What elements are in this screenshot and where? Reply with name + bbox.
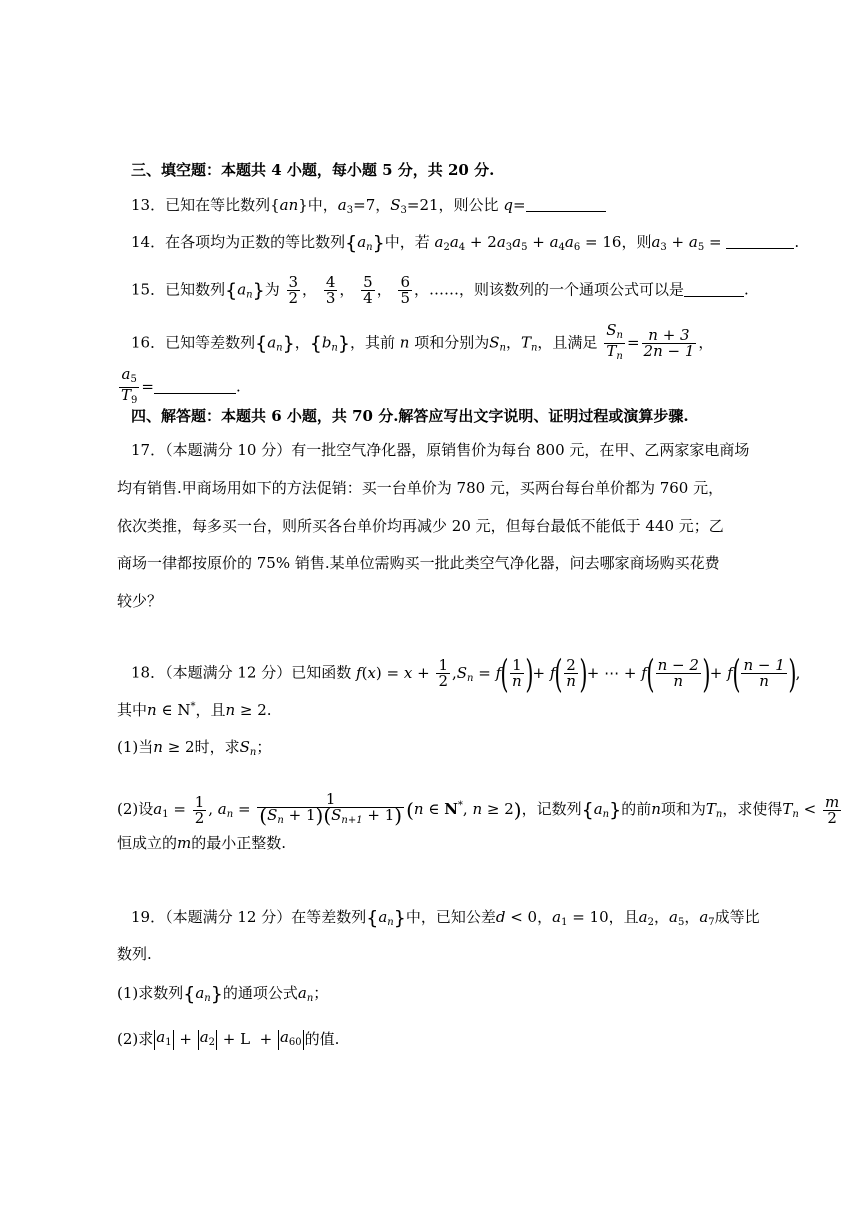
q16-ratio-lhs: $\frac{S_n}{T_n}$: [606, 321, 623, 362]
q13-text-2: }中，: [298, 196, 338, 214]
question-16-line-2: $\frac{a_5}{T_9}$ = .: [121, 365, 241, 406]
q14-text-2: 中，若: [384, 233, 430, 251]
question-17-line-4: 商场一律都按原价的 75% 销售.某单位需购买一批此类空气净化器，问去哪家商场购买花费: [117, 554, 720, 572]
question-15: 15．已知数列$\{a_n\}$为 $\frac{3}{2}$ ， $\frac{4}{3}$ ， $\frac{5}{4}$ ， $\frac{6}{5}$ ，……，则该数列的一个通项公式可以是 .: [131, 273, 749, 307]
q15-fraction-3: $\frac{5}{4}$: [363, 273, 373, 307]
q14-answer-blank[interactable]: [726, 234, 794, 249]
question-18-line-1: 18．（本题满分 12 分）已知函数 f(x) = x + $\frac{1}{2}$ $,S_n = f$( $\frac{1}{n}$ )+ f( $\frac{2}{n}$ )+ ⋯ + f( $\frac{n - 2}{n}$ )+ f( $\frac{n - 1}{n}$ ),: [131, 651, 801, 696]
question-19-line-1: 19．（本题满分 12 分）在等差数列$\{a_n\}$中，已知公差d < 0，$a_1 = 10$，且$a_2$，$a_5$，$a_7$成等比: [131, 907, 760, 929]
question-18-part-2-line-2: 恒成立的m的最小正整数.: [117, 834, 287, 852]
q14-expression: $a_2a_4 + 2a_3a_5 + a_4a_6 = 16$: [434, 233, 622, 253]
section-fill-in-header: 三、填空题：本题共 4 小题，每小题 5 分，共 20 分.: [131, 161, 495, 179]
q13-eq: =: [512, 196, 526, 214]
q14-text: 在各项均为正数的等比数列: [165, 233, 346, 251]
q17-number: 17．: [131, 441, 166, 459]
q15-fraction-4: $\frac{6}{5}$: [400, 273, 411, 307]
question-19-part-2: (2)求 $a_1 + a_2 + L + a_{60}$ 的值.: [117, 1028, 340, 1048]
q14-text-3: ，则: [621, 233, 652, 251]
question-13: 13．已知在等比数列{an}中，$a_3=7$，$S_3=21$，则公比 q=: [131, 195, 606, 221]
q15-number: 15．: [131, 280, 166, 299]
q15-fraction-1: $\frac{3}{2}$: [288, 273, 299, 307]
q16-ask-fraction: $\frac{a_5}{T_9}$: [121, 365, 138, 406]
q18-number: 18．: [131, 663, 166, 682]
q13-a3-value: =7，: [353, 196, 391, 214]
q13-answer-blank[interactable]: [526, 197, 606, 212]
q15-answer-blank[interactable]: [684, 282, 744, 297]
q16-answer-blank[interactable]: [154, 379, 236, 394]
question-14: 14．在各项均为正数的等比数列$\{a_n\}$中，若 $a_2a_4 + 2a_3a_5 + a_4a_6 = 16$，则$a_3 + a_5$ = .: [131, 232, 800, 254]
q18-function-def: f(x) = x + $\frac{1}{2}$ $,S_n = f$( $\frac{1}{n}$ )+ f( $\frac{2}{n}$ )+ ⋯ + f( $\frac{n - 2}{n}$ )+ f( $\frac{n - 1}{n}$ ),: [356, 651, 801, 696]
q15-text: 已知数列: [165, 280, 226, 299]
q15-text-2: 为: [264, 280, 280, 299]
question-16: 16．已知等差数列$\{a_n\}$，$\{b_n\}$，其前 n 项和分别为$S_n$，$T_n$，且满足 $\frac{S_n}{T_n}$ = $\frac{n + 3}{2n - 1}$ ，: [131, 321, 714, 362]
q15-fraction-2: $\frac{4}{3}$: [325, 273, 336, 307]
question-17-line-1: 17．（本题满分 10 分）有一批空气净化器，原销售价为每台 800 元，在甲、乙两家家电商场: [131, 441, 750, 459]
q15-text-3: ，……，则该数列的一个通项公式可以是: [414, 280, 685, 299]
q14-number: 14．: [131, 233, 166, 251]
question-19-line-2: 数列.: [117, 945, 152, 963]
question-18-part-1: (1)当n ≥ 2时，求$S_n$；: [117, 738, 272, 758]
question-19-part-1: (1)求数列$\{a_n\}$的通项公式$a_n$；: [117, 983, 329, 1005]
question-17-line-2: 均有销售.甲商场用如下的方法促销：买一台单价为 780 元，买两台每台单价都为 760 元，: [117, 479, 724, 497]
question-18-part-2: (2)设$a_1$ = $\frac{1}{2}$ , $a_n$ = $\frac{1}{(S_n + 1)(S_{n+1} + 1)}$ (n ∈ N*, n ≥ 2)，记数列$\{a_n\}$的前n项和为$T_n$，求使得$T_n$ < $\frac{m}{2}$: [117, 790, 840, 828]
q13-q: q: [503, 196, 513, 214]
q13-text: 已知在等比数列{: [165, 196, 280, 214]
section-answer-header: 四、解答题：本题共 6 小题，共 70 分.解答应写出文字说明、证明过程或演算步骤.: [131, 407, 689, 425]
q19-number: 19．: [131, 908, 166, 926]
q13-s3-value: =21，则公比: [406, 196, 504, 214]
q16-text: 已知等差数列: [165, 333, 256, 352]
question-18-line-2: 其中n ∈ N*，且n ≥ 2.: [117, 701, 272, 719]
question-17-line-5: 较少？: [117, 592, 163, 610]
q16-ratio-rhs: $\frac{n + 3}{2n - 1}$: [643, 326, 695, 360]
q13-number: 13．: [131, 196, 166, 214]
q16-number: 16．: [131, 333, 166, 352]
q13-an: an: [279, 196, 299, 214]
question-17-line-3: 依次类推，每多买一台，则所买各台单价均再减少 20 元，但每台最低不能低于 440 元；乙: [117, 517, 724, 535]
q18-an-fraction: $\frac{1}{(S_n + 1)(S_{n+1} + 1)}$: [259, 790, 403, 828]
